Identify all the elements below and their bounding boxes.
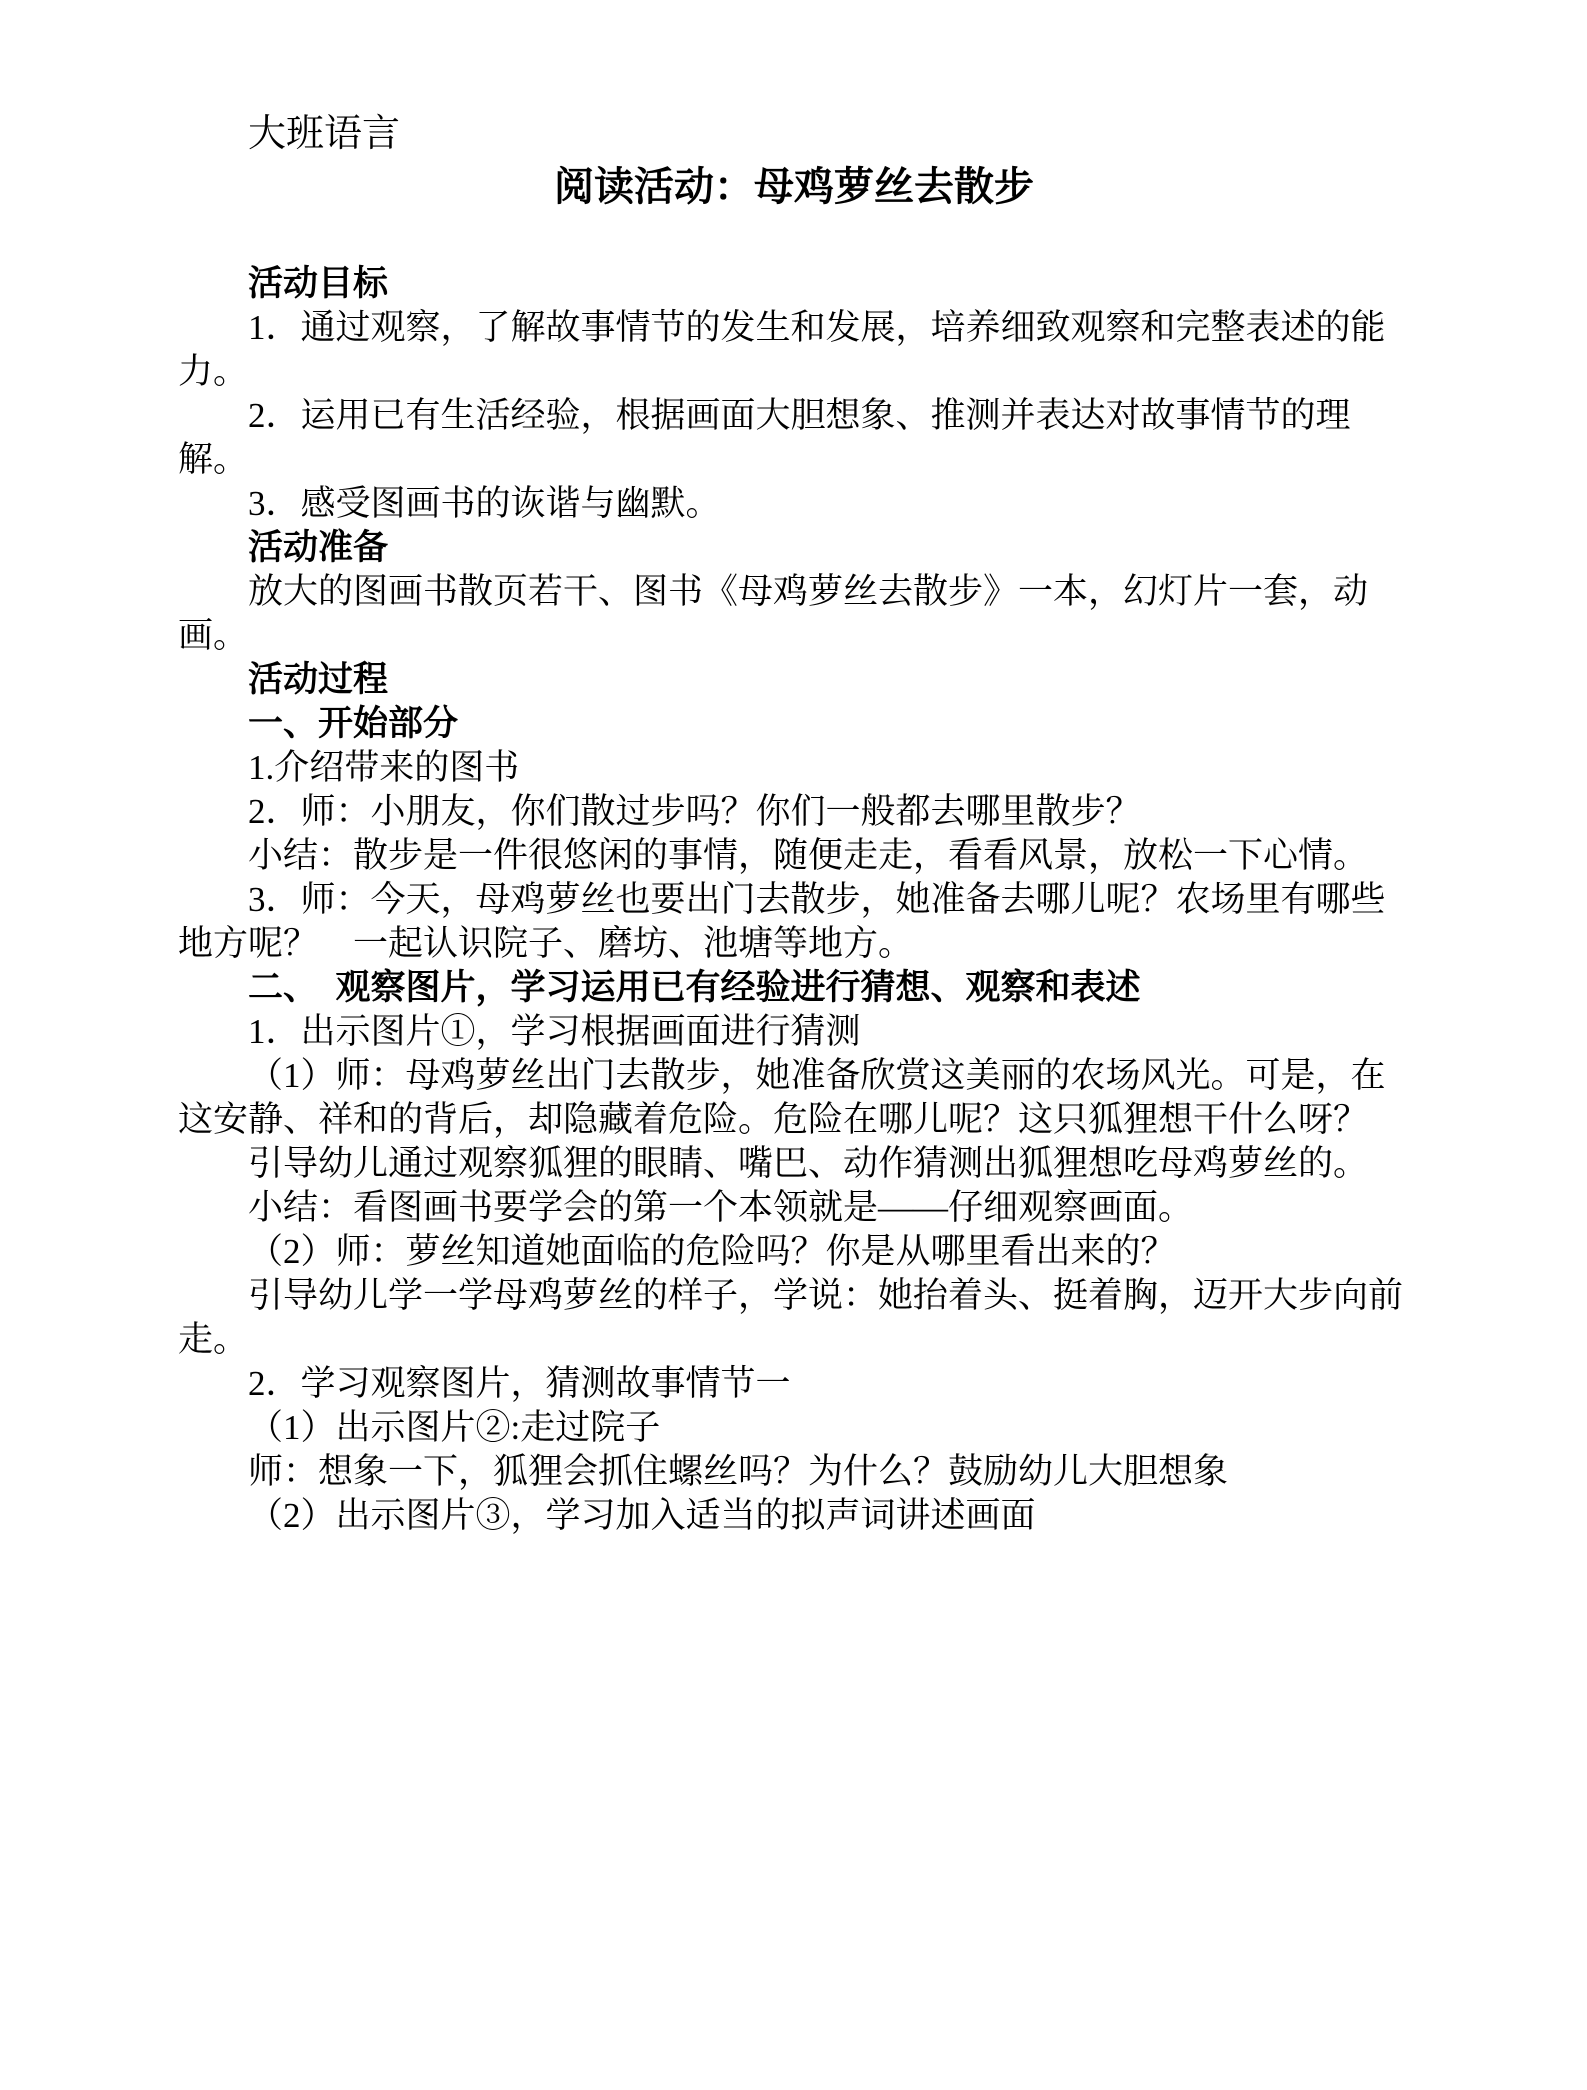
section-heading: 活动目标 bbox=[248, 264, 389, 303]
paragraph: 1.介绍带来的图书 bbox=[248, 748, 520, 787]
paragraph: （1）师：母鸡萝丝出门去散步，她准备欣赏这美丽的农场风光。可是，在这安静、祥和的背后，却隐藏着危险。危险在哪儿呢？这只狐狸想干什么呀？ bbox=[178, 1056, 1386, 1139]
paragraph: 2．师：小朋友，你们散过步吗？你们一般都去哪里散步？ bbox=[248, 792, 1141, 831]
paragraph: 1．出示图片①，学习根据画面进行猜测 bbox=[248, 1012, 861, 1051]
paragraph: （2）师：萝丝知道她面临的危险吗？你是从哪里看出来的？ bbox=[248, 1232, 1176, 1271]
paragraph: 3．感受图画书的诙谐与幽默。 bbox=[248, 484, 721, 523]
section-heading: 二、 观察图片，学习运用已有经验进行猜想、观察和表述 bbox=[248, 968, 1141, 1007]
section-heading: 一、开始部分 bbox=[248, 704, 459, 743]
section-heading: 活动过程 bbox=[248, 660, 389, 699]
paragraph: 放大的图画书散页若干、图书《母鸡萝丝去散步》一本，幻灯片一套，动画。 bbox=[178, 572, 1369, 655]
section-heading: 活动准备 bbox=[248, 528, 389, 567]
paragraph: 引导幼儿学一学母鸡萝丝的样子，学说：她抬着头、挺着胸，迈开大步向前走。 bbox=[178, 1276, 1404, 1359]
paragraph: （1）出示图片②:走过院子 bbox=[248, 1408, 661, 1447]
page-title: 阅读活动：母鸡萝丝去散步 bbox=[554, 164, 1034, 209]
document-body bbox=[178, 262, 1410, 1538]
paragraph: 小结：看图画书要学会的第一个本领就是——仔细观察画面。 bbox=[248, 1188, 1194, 1227]
paragraph: 2．学习观察图片，猜测故事情节一 bbox=[248, 1364, 791, 1403]
paragraph: 2．运用已有生活经验，根据画面大胆想象、推测并表达对故事情节的理解。 bbox=[178, 396, 1351, 479]
paragraph: （2）出示图片③，学习加入适当的拟声词讲述画面 bbox=[248, 1496, 1036, 1535]
paragraph: 引导幼儿通过观察狐狸的眼睛、嘴巴、动作猜测出狐狸想吃母鸡萝丝的。 bbox=[248, 1144, 1369, 1183]
paragraph: 小结：散步是一件很悠闲的事情，随便走走，看看风景，放松一下心情。 bbox=[248, 836, 1369, 875]
paragraph: 3．师：今天，母鸡萝丝也要出门去散步，她准备去哪儿呢？农场里有哪些地方呢？ 一起认识院子、磨坊、池塘等地方。 bbox=[178, 880, 1386, 963]
course-heading: 大班语言 bbox=[248, 113, 401, 155]
paragraph: 1．通过观察，了解故事情节的发生和发展，培养细致观察和完整表述的能力。 bbox=[178, 308, 1386, 391]
paragraph: 师：想象一下，狐狸会抓住螺丝吗？为什么？鼓励幼儿大胆想象 bbox=[248, 1452, 1229, 1491]
